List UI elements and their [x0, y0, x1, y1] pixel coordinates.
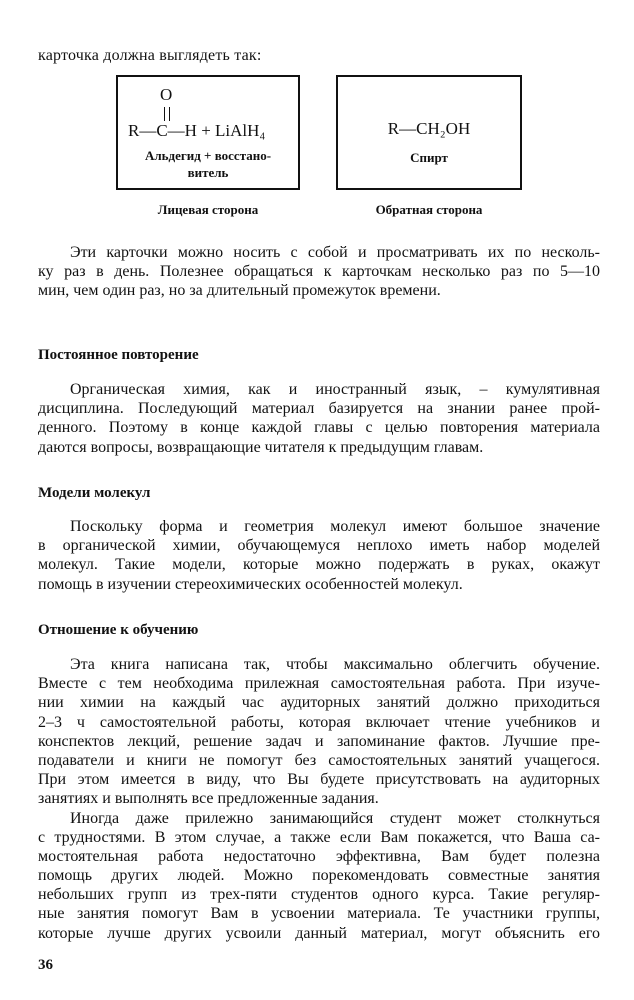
text-line: подаватели и книги не помогут без самостоятельных занятий учащегося. — [38, 751, 600, 769]
double-bond-icon — [164, 107, 170, 121]
text-line: ку раз в день. Полезнее обращаться к карточкам несколько раз по 5—10 — [38, 263, 600, 281]
text-line: денного. Поэтому в конце каждой главы с целью повторения материала — [38, 419, 600, 437]
text-line: молекул. Такие модели, которые можно подержать в руках, окажут — [38, 556, 600, 574]
text-line: в органической химии, обучающемуся неплохо иметь набор моделей — [38, 537, 600, 555]
front-side-label: Лицевая сторона — [157, 202, 259, 217]
text-line: нии химии на каждый час аудиторных занятий должно приходиться — [38, 694, 600, 712]
alcohol-formula: R—CH₂OH — [387, 119, 471, 138]
text-line: помощь других людей. Можно порекомендовать совместные занятия — [38, 867, 600, 885]
text-line: небольших групп из трех-пяти студентов одного курса. Такие регуляр- — [38, 886, 600, 904]
page-number: 36 — [38, 957, 53, 973]
intro-line: карточка должна выглядеть так: — [38, 47, 262, 64]
text-line: которые лучше других усвоили данный материал, могут объяснить его — [38, 924, 600, 942]
section-heading-repetition: Постоянное повторение — [38, 347, 199, 363]
text-line: Поскольку форма и геометрия молекул имеют большое значение — [70, 518, 600, 535]
text-line: конспектов лекций, решение задач и запоминание фактов. Лучшие пре- — [38, 732, 600, 750]
flashcard-back — [336, 75, 522, 190]
text-line: дисциплина. Последующий материал базируется на знании ранее прой- — [38, 400, 600, 418]
aldehyde-formula: R—C—H + LiAlH₄ — [128, 121, 266, 140]
text-line: ные занятия помогут Вам в усвоении материала. Те участники группы, — [38, 905, 600, 923]
back-side-label: Обратная сторона — [375, 202, 483, 217]
section-heading-models: Модели молекул — [38, 485, 151, 501]
front-description-line: витель — [187, 165, 229, 180]
section-heading-attitude: Отношение к обучению — [38, 622, 199, 638]
text-line: Эта книга написана так, чтобы максимально облегчить обучение. — [70, 656, 600, 673]
front-description — [118, 147, 298, 181]
text-line: При этом имеется в виду, что Вы будете присутствовать на аудиторных — [38, 771, 600, 789]
text-line: помощь в изучении стереохимических особенностей молекул. — [38, 575, 463, 593]
text-line: мостоятельная работа недостаточно эффективна, Вам будет полезна — [38, 847, 600, 865]
text-line: Иногда даже прилежно занимающийся студент может столкнуться — [70, 809, 600, 827]
paragraph-attitude — [38, 655, 600, 943]
flashcard-front — [116, 75, 300, 190]
front-description-line: Альдегид + восстано- — [144, 148, 272, 163]
text-line: Вместе с тем необходима прилежная самостоятельная работа. При изуче- — [38, 675, 600, 693]
text-line: 2–3 ч самостоятельной работы, которая включает чтение учебников и — [38, 713, 600, 731]
paragraph-repetition — [38, 380, 600, 457]
text-line: мин, чем один раз, но за длительный промежуток времени. — [38, 282, 441, 300]
text-line: Эти карточки можно носить с собой и просматривать их по несколь- — [70, 244, 600, 261]
oxygen-atom: O — [160, 85, 173, 104]
paragraph-cards — [38, 243, 600, 301]
text-line: с трудностями. В этом случае, а также если Вам покажется, что Ваша са- — [38, 828, 600, 846]
text-line: Органическая химия, как и иностранный язык, – кумулятивная — [70, 381, 600, 398]
back-description: Спирт — [410, 150, 448, 165]
text-line: даются вопросы, возвращающие читателя к предыдущим главам. — [38, 438, 484, 456]
paragraph-models — [38, 517, 600, 594]
text-line: занятиях и выполнять все предложенные задания. — [38, 790, 379, 808]
